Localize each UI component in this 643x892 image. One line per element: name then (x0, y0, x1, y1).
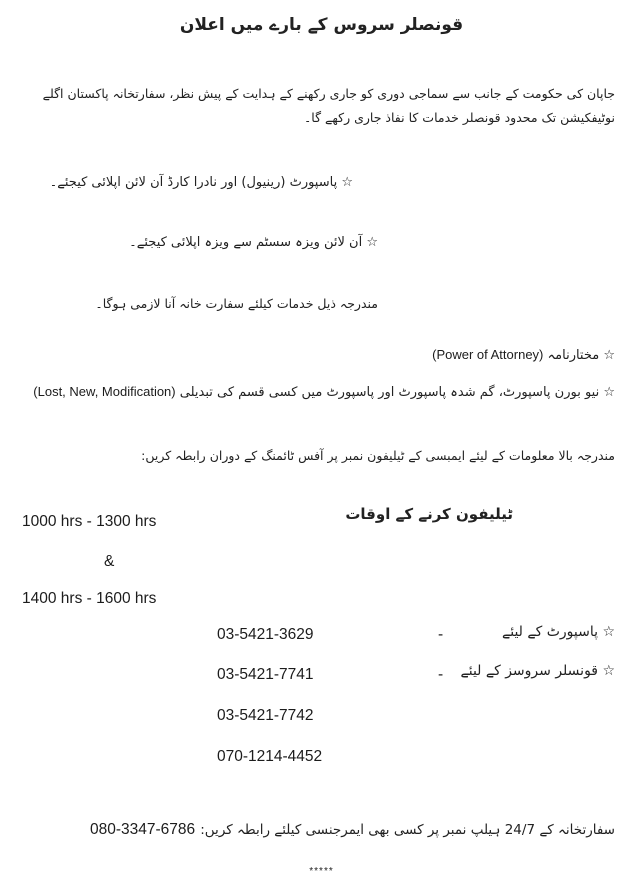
phone-number-3: 03-5421-7742 (217, 707, 314, 724)
phone-dash-passport: - (438, 626, 444, 643)
online-item-passport-renewal: ☆ پاسپورٹ (رینیول) اور نادرا کارڈ آن لائن اپلائی کیجئے۔ (49, 175, 353, 190)
emergency-text: سفارتخانہ کے 24/7 ہیلپ نمبر پر کسی بھی ایمرجنسی کیلئے رابطہ کریں: (200, 822, 615, 838)
emergency-number: 080-3347-6786 (90, 821, 196, 838)
visit-required-note: مندرجہ ذیل خدمات کیلئے سفارت خانہ آنا لازمی ہوگا۔ (95, 296, 378, 311)
timing-heading: ٹیلیفون کرنے کے اوقات (345, 505, 513, 523)
online-item-visa: ☆ آن لائن ویزہ سسٹم سے ویزہ اپلائی کیجئے۔ (129, 235, 378, 250)
phone-number-4: 070-1214-4452 (217, 748, 323, 765)
page-title: قونصلر سروس کے بارے میں اعلان (179, 15, 464, 35)
passport-phone-label: ☆ پاسپورٹ کے لیئے (502, 624, 615, 640)
visit-item-power-of-attorney (432, 347, 615, 363)
timing-slot-morning: 1000 hrs - 1300 hrs (22, 513, 157, 530)
phone-dash-consular: - (438, 666, 444, 683)
phone-number-1: 03-5421-3629 (217, 626, 314, 643)
newborn-urdu-label: ☆ نیو بورن پاسپورٹ، گم شدہ پاسپورٹ اور پاسپورٹ میں کسی قسم کی تبدیلی (179, 385, 615, 400)
timing-separator: & (104, 553, 115, 570)
intro-paragraph: جاپان کی حکومت کے جانب سے سماجی دوری کو جاری رکھنے کے ہدایت کے پیش نظر، سفارتخانہ پاکستان اگلے نوٹیفکیشن تک محدود قونصلر خدمات کا نفاذ جاری رکھے گا۔ (42, 86, 615, 125)
newborn-english-label: (Lost, New, Modification) (33, 384, 176, 399)
timing-slot-afternoon: 1400 hrs - 1600 hrs (22, 590, 157, 607)
consular-phone-label: ☆ قونسلر سروسز کے لیئے (460, 663, 615, 679)
visit-item-newborn-passport (33, 384, 615, 400)
footer-stars: ***** (309, 866, 334, 877)
poa-urdu-label: ☆ مختارنامہ (547, 348, 615, 363)
contact-note: مندرجہ بالا معلومات کے لیئے ایمبسی کے ٹیلیفون نمبر پر آفس ٹائمنگ کے دوران رابطہ کریں: (141, 448, 615, 463)
poa-english-label: (Power of Attorney) (432, 347, 544, 362)
phone-number-2: 03-5421-7741 (217, 666, 314, 683)
